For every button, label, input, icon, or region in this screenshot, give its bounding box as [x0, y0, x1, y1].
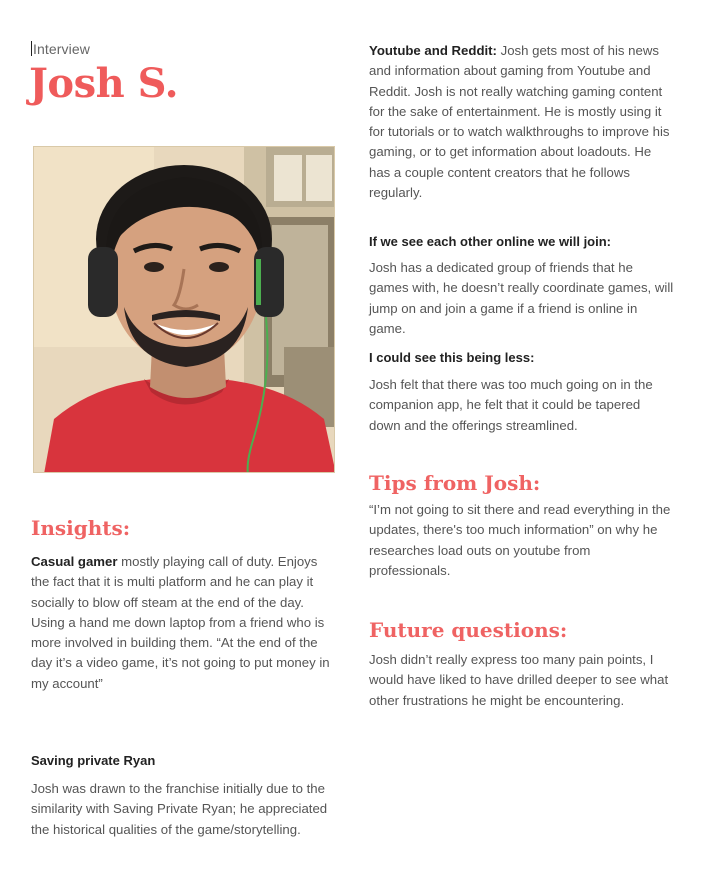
document-label: [31, 41, 90, 57]
saving-private-ryan-paragraph: Josh was drawn to the franchise initially due to the similarity with Saving Private Ryan; he appreciated the historical qualities of the game/storytelling.: [31, 781, 328, 837]
text-cursor: [31, 41, 32, 56]
future-questions-heading: Future questions:: [369, 618, 568, 642]
less-paragraph: Josh felt that there was too much going on in the companion app, he felt that it could be tapered down and the offerings streamlined.: [369, 377, 653, 433]
tips-paragraph: “I’m not going to sit there and read everything in the updates, there's too much information” on why he researches load outs on youtube from professionals.: [369, 502, 671, 578]
profile-photo: [33, 146, 335, 473]
insights-lead: Casual gamer: [31, 554, 118, 569]
online-join-heading: If we see each other online we will join:: [369, 234, 611, 249]
insights-paragraph: [31, 552, 331, 694]
future-questions-paragraph: Josh didn’t really express too many pain points, I would have liked to have drilled deeper to see what other frustrations he might be encountering.: [369, 652, 669, 708]
youtube-reddit-paragraph: [369, 41, 674, 203]
interview-label-text: Interview: [33, 41, 90, 57]
youtube-reddit-lead: Youtube and Reddit:: [369, 43, 497, 58]
saving-private-ryan-heading: Saving private Ryan: [31, 753, 156, 768]
tips-heading: Tips from Josh:: [369, 471, 541, 495]
online-join-paragraph: Josh has a dedicated group of friends that he games with, he doesn’t really coordinate games, will jump on and join a game if a friend is online in game.: [369, 260, 674, 336]
insights-body: mostly playing call of duty. Enjoys the fact that it is multi platform and he can play it socially to blow off steam at the end of the day. Using a hand me down laptop from a friend who is more involved in building them. “At the end of the day it’s a video game, it’s not going to put money in my account”: [31, 554, 330, 691]
youtube-reddit-body: Josh gets most of his news and information about gaming from Youtube and Reddit. Josh is not really watching gaming content for the sake of entertainment. He is mostly using it for tutorials or to watch walkthroughs to improve his gaming, or to get information about loadouts. He has a couple content creators that he follows regularly.: [369, 43, 670, 201]
less-heading: I could see this being less:: [369, 350, 535, 365]
page-title: Josh S.: [29, 60, 179, 107]
insights-heading: Insights:: [31, 516, 131, 540]
portrait-illustration: [34, 147, 335, 473]
